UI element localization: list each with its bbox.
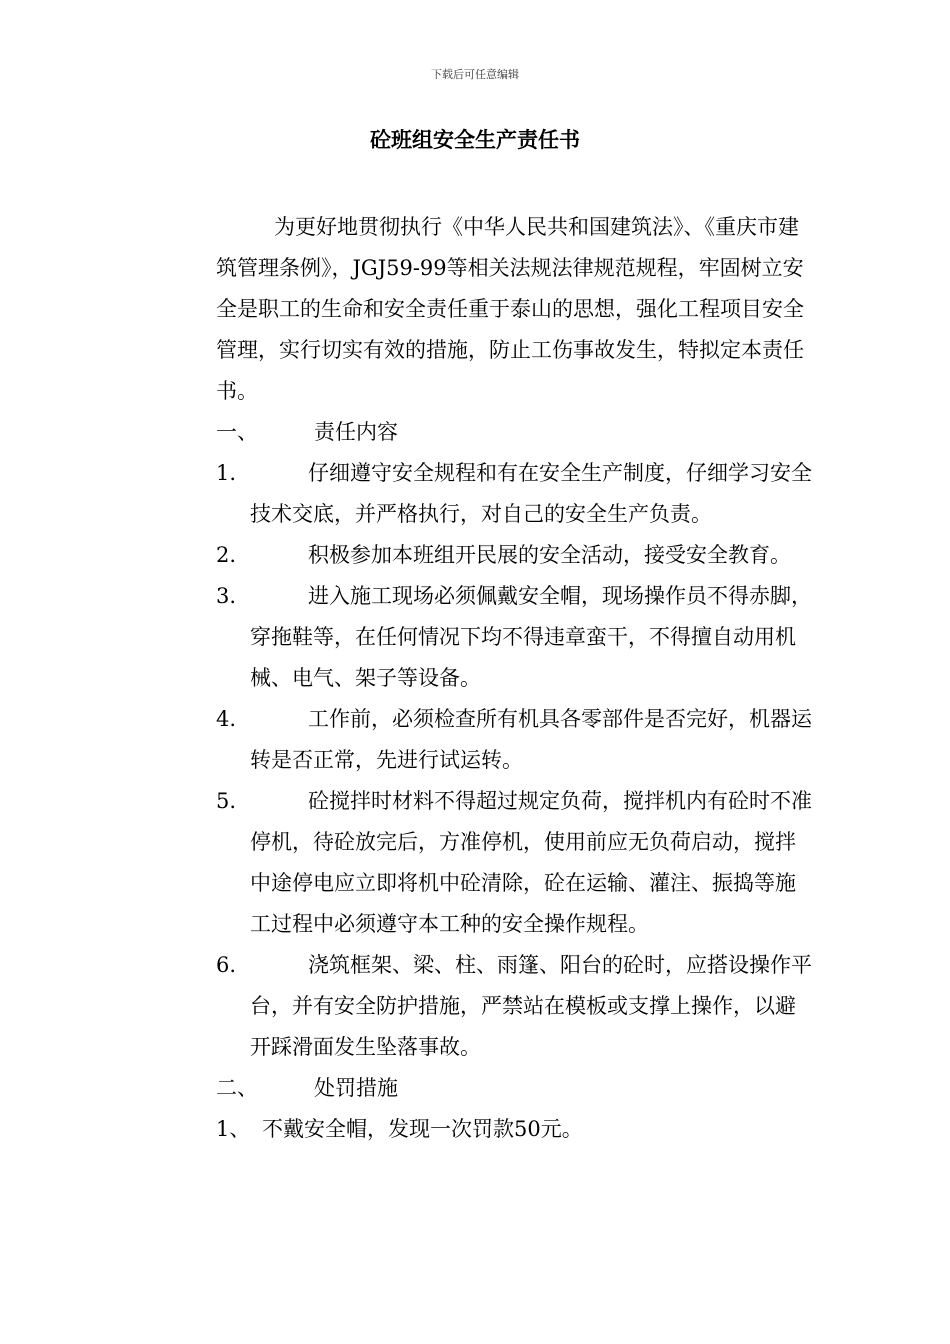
header-note: 下载后可任意编辑 [431,68,519,81]
item-number: 2. [216,543,237,567]
item-number: 1. [216,461,237,485]
list-item [216,576,816,699]
list-item [216,781,816,945]
item-text: 砼搅拌时材料不得超过规定负荷，搅拌机内有砼时不准停机，待砼放完后，方准停机，使用前应无负荷启动，搅拌中途停电应立即将机中砼清除，砼在运输、灌注、振捣等施工过程中必须遵守本工种的安全操作规程。 [250,789,812,936]
item-number: 6. [216,953,237,977]
list-item [216,699,816,781]
item-text: 浇筑框架、梁、柱、雨篷、阳台的砼时，应搭设操作平台，并有安全防护措施，严禁站在模板或支撑上操作，以避开踩滑面发生坠落事故。 [250,953,812,1059]
section-title: 责任内容 [314,420,398,444]
list-item [216,535,816,576]
document-body [216,207,816,1150]
item-number: 3. [216,584,237,608]
section-title: 处罚措施 [314,1076,398,1100]
item-text: 积极参加本班组开民展的安全活动，接受安全教育。 [308,543,791,567]
document-title: 砼班组安全生产责任书 [370,128,580,152]
intro-paragraph: 为更好地贯彻执行《中华人民共和国建筑法》、《重庆市建筑管理条例》，JGJ59-99等相关法规法律规范规程，牢固树立安全是职工的生命和安全责任重于泰山的思想，强化工程项目安全管理，实行切实有效的措施，防止工伤事故发生，特拟定本责任书。 [216,215,804,403]
section-number: 一、 [216,420,258,444]
item-text: 工作前，必须检查所有机具各零部件是否完好，机器运转是否正常，先进行试运转。 [250,707,812,772]
list-item [216,453,816,535]
item-text: 不戴安全帽，发现一次罚款50元。 [262,1117,583,1141]
item-text: 进入施工现场必须佩戴安全帽，现场操作员不得赤脚，穿拖鞋等，在任何情况下均不得违章蛮干，不得擅自动用机械、电气、架子等设备。 [250,584,812,690]
section-heading-responsibilities [216,412,816,453]
list-item [216,945,816,1068]
penalty-item [216,1109,816,1150]
item-text: 仔细遵守安全规程和有在安全生产制度，仔细学习安全技术交底，并严格执行，对自己的安全生产负责。 [250,461,812,526]
item-number: 5. [216,789,237,813]
item-number: 4. [216,707,237,731]
section-number: 二、 [216,1076,258,1100]
section-heading-penalties [216,1068,816,1109]
item-number: 1、 [216,1117,251,1141]
